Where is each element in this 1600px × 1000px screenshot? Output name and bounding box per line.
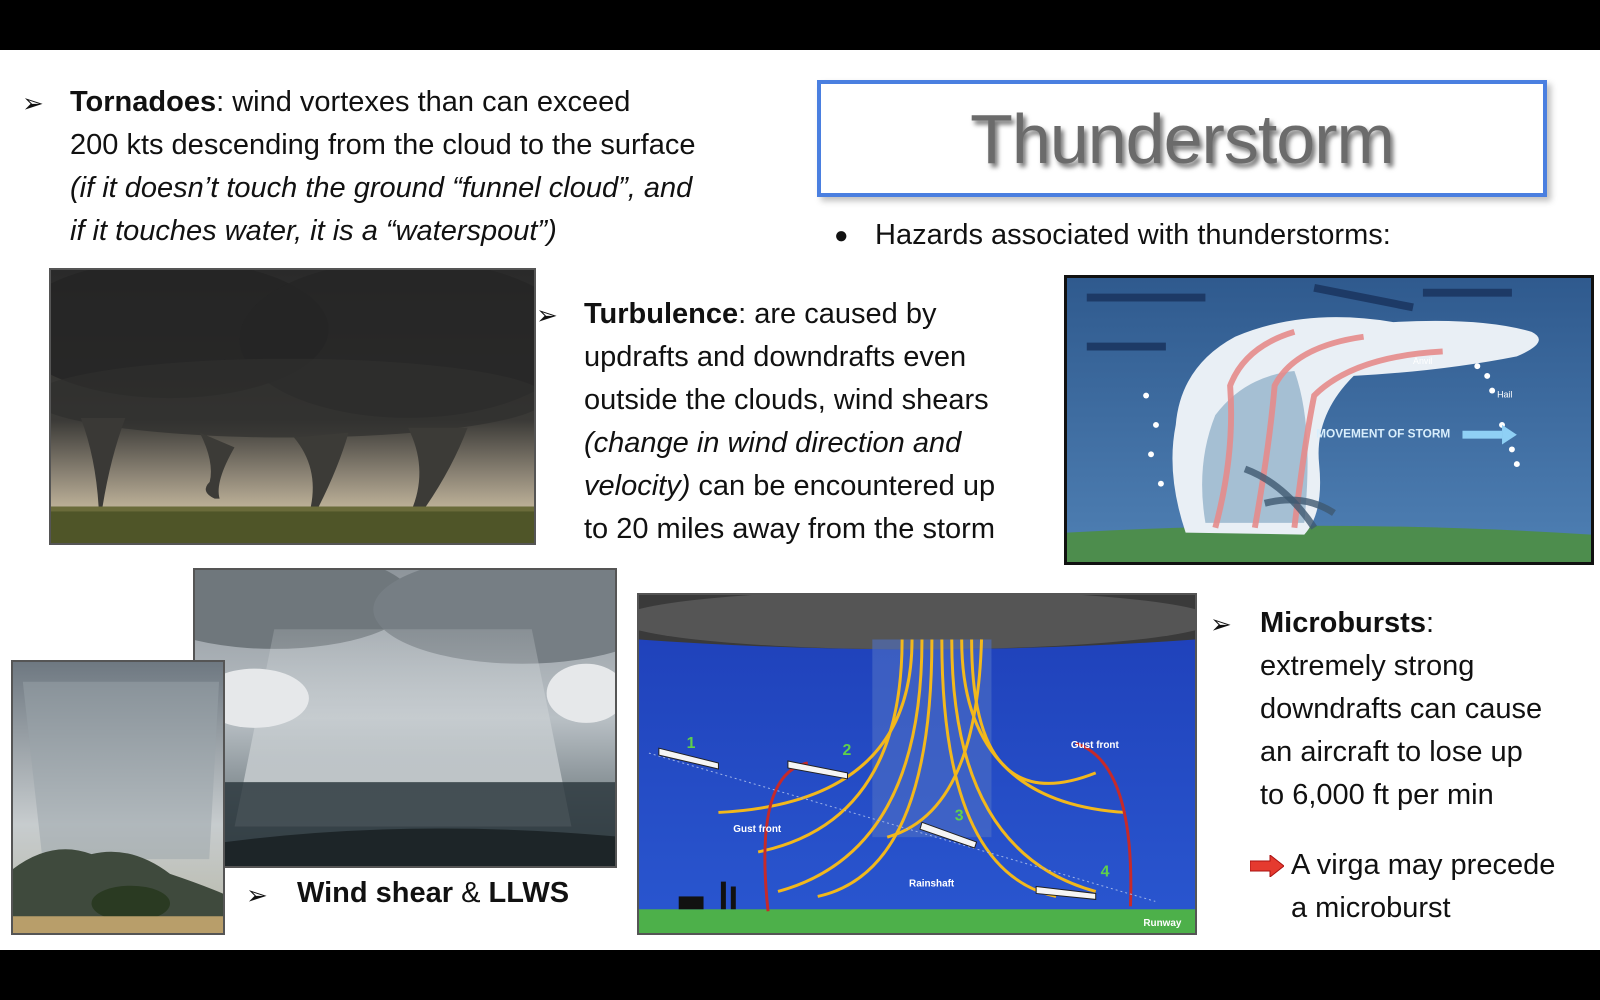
virga-photo-tall: [11, 660, 225, 935]
arrow-bullet-icon: ➢: [536, 300, 558, 330]
arrow-bullet-icon: ➢: [246, 880, 268, 910]
step-2-label: 2: [842, 742, 852, 760]
gust-front-right-label: Gust front: [1070, 740, 1119, 752]
gust-front-left-label: Gust front: [733, 824, 782, 836]
slide: [0, 50, 1600, 950]
hazards-heading: Hazards associated with thunderstorms:: [875, 219, 1391, 251]
page-title: Thunderstorm: [970, 99, 1394, 178]
microburst-diagram: [637, 593, 1197, 935]
red-arrow-icon: [1250, 855, 1284, 877]
turbulence-text: Turbulence: are caused by updrafts and downdrafts even outside the clouds, wind shears (change in wind direction and velocity) can be encountered up to 20 miles away from the storm: [584, 298, 996, 545]
hail-label: Hail: [1497, 389, 1513, 400]
windshear-text: Wind shear & LLWS: [297, 877, 570, 909]
tornado-photo: [49, 268, 536, 545]
anvil-label: Anvil: [1413, 356, 1433, 367]
storm-diagram: [1064, 275, 1594, 565]
step-1-label: 1: [686, 735, 696, 753]
rainshaft-label: Rainshaft: [909, 878, 955, 890]
title-box: [817, 80, 1547, 197]
microbursts-text: Microbursts: extremely strong downdrafts can cause an aircraft to lose up to 6,000 ft per min: [1260, 607, 1543, 811]
arrow-bullet-icon: ➢: [1210, 609, 1232, 639]
step-3-label: 3: [954, 807, 964, 825]
virga-note: A virga may precede a microburst: [1291, 849, 1556, 924]
movement-label: MOVEMENT OF STORM: [1316, 426, 1451, 441]
arrow-bullet-icon: ➢: [22, 88, 44, 118]
virga-photo-wide: [193, 568, 617, 868]
step-4-label: 4: [1100, 863, 1110, 881]
tornadoes-text: Tornadoes: wind vortexes than can exceed 200 kts descending from the cloud to the surface (if it doesn’t touch the ground “funnel cloud”, and if it touches water, it is a “waterspout”): [70, 86, 696, 247]
runway-label: Runway: [1143, 918, 1182, 930]
dot-bullet-icon: ●: [834, 222, 849, 249]
